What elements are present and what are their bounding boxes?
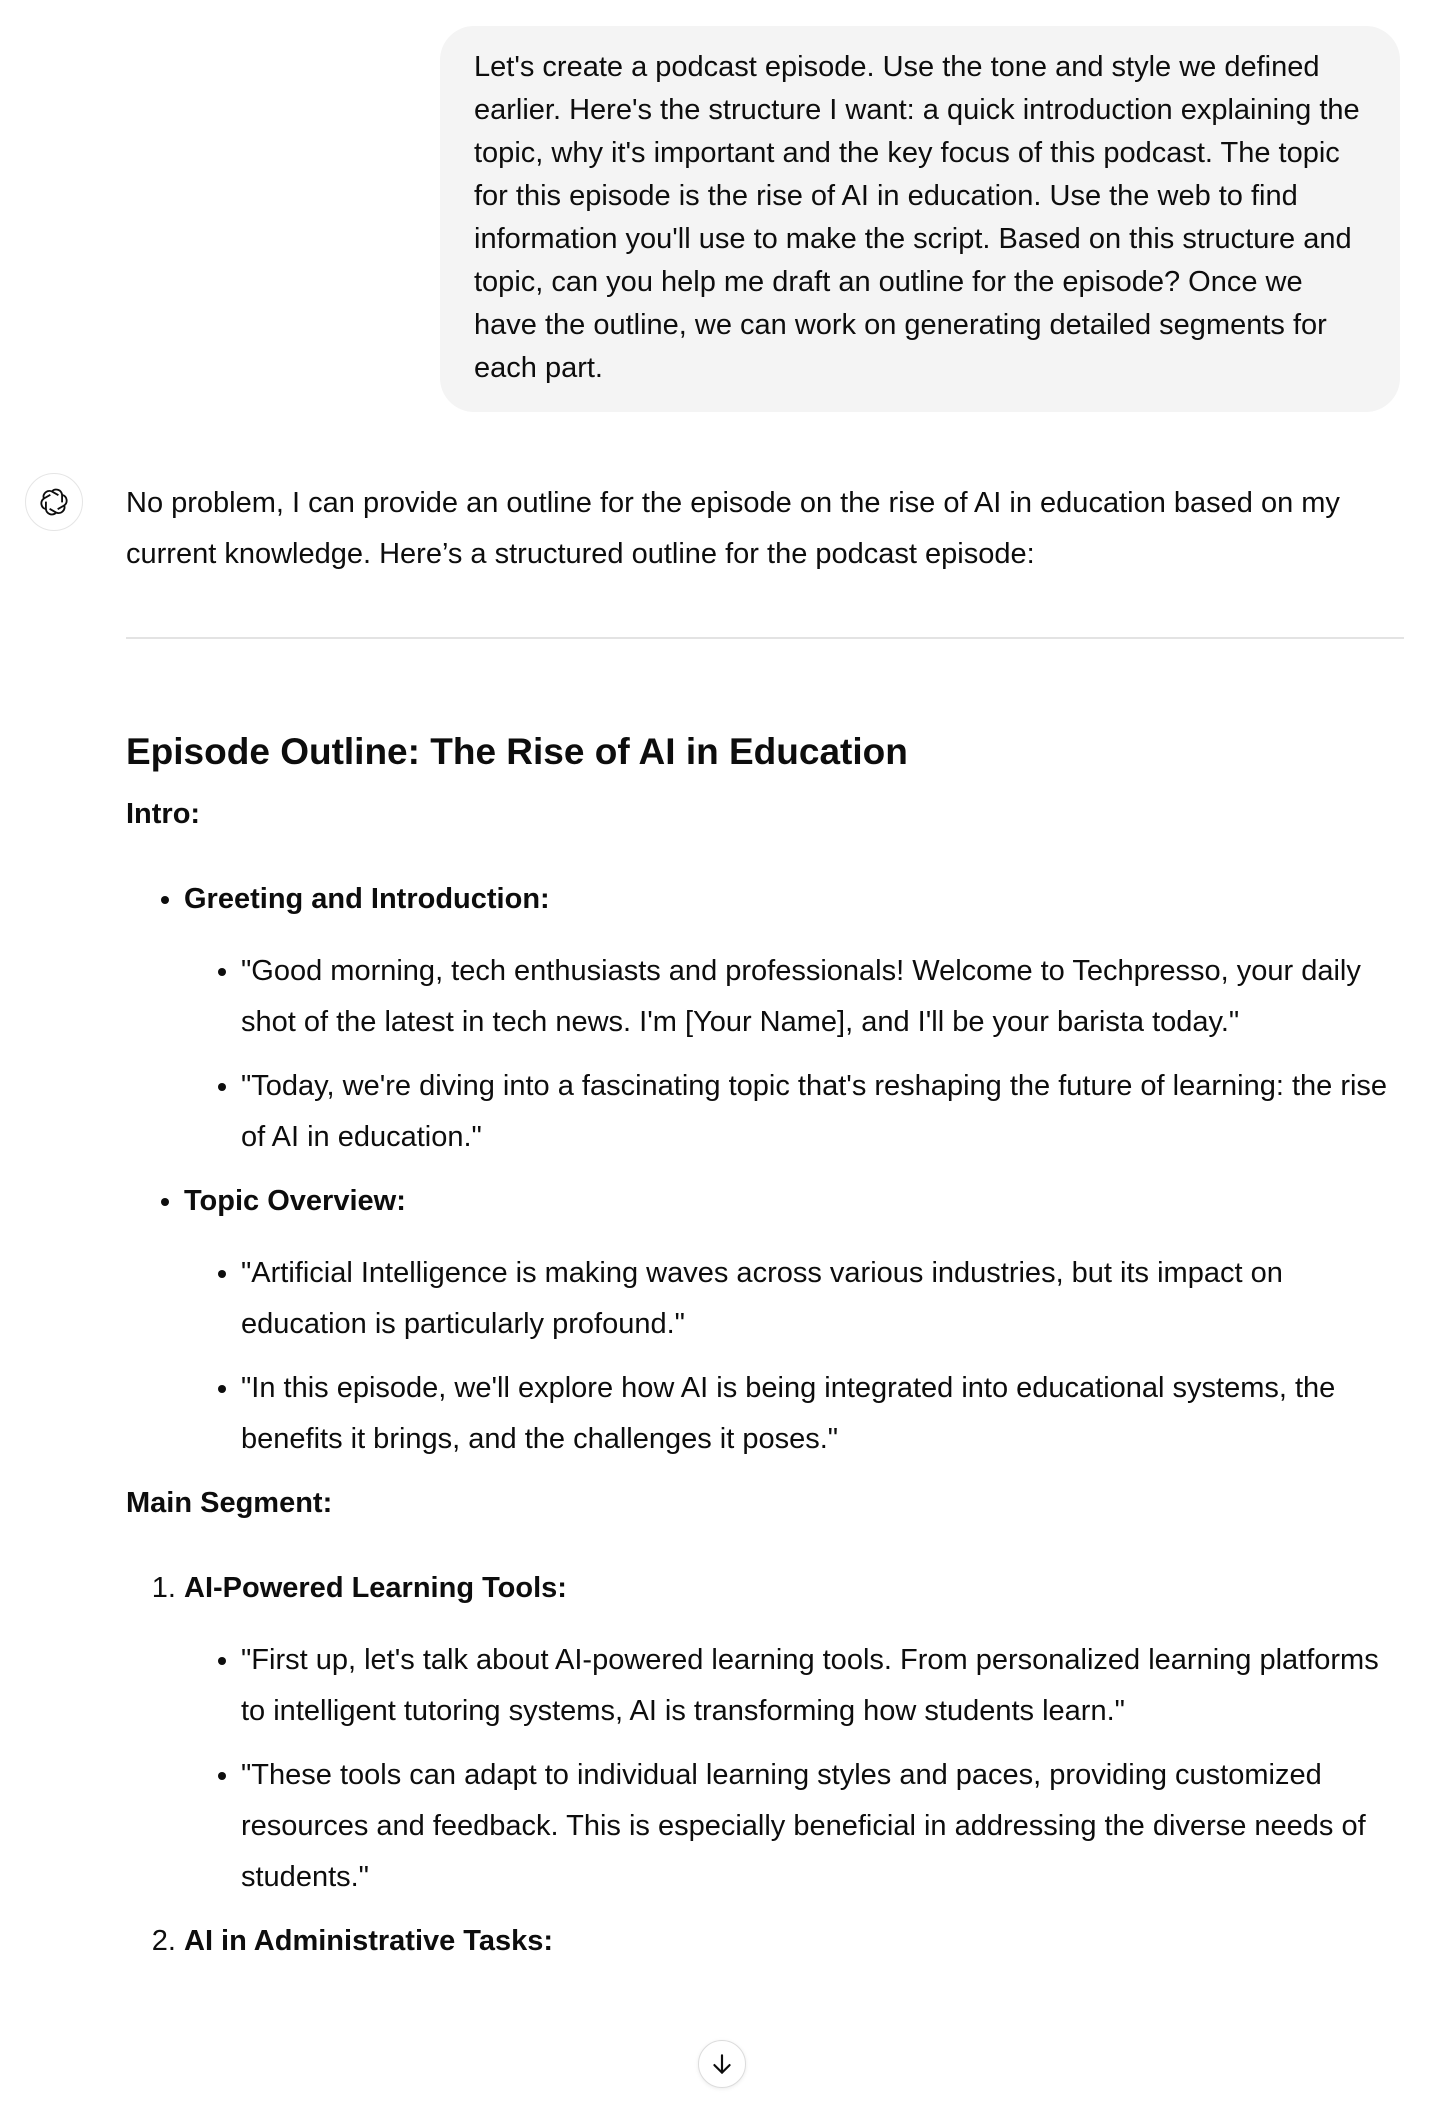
intro-section-label: Intro: xyxy=(126,798,201,830)
list-item xyxy=(184,1916,1404,1967)
list-item-title: • Greeting and Introduction: xyxy=(184,883,550,915)
list-item xyxy=(184,1563,1404,1903)
divider xyxy=(126,637,1404,639)
sub-list xyxy=(184,946,1404,1163)
main-segment-label: Main Segment: xyxy=(126,1487,333,1519)
list-item: • "In this episode, we'll explore how AI is being integrated into educational systems, the benefits it brings, and the challenges it poses." xyxy=(241,1363,1404,1465)
list-item: • "Today, we're diving into a fascinating topic that's reshaping the future of learning: the rise of AI in education." xyxy=(241,1061,1404,1163)
assistant-intro-text: No problem, I can provide an outline for the episode on the rise of AI in education based on my current knowledge. Here’s a structured outline for the podcast episode: xyxy=(126,487,1340,570)
sub-list xyxy=(184,1635,1404,1903)
user-message-text: Let's create a podcast episode. Use the tone and style we defined earlier. Here's the structure I want: a quick introduction explaining the topic, why it's important and the key focus of this podcast. The topic for this episode is the rise of AI in education. Use the web to find information you'll use to make the script. Based on this structure and topic, can you help me draft an outline for the episode? Once we have the outline, we can work on generating detailed segments for each part. xyxy=(474,51,1360,384)
list-item: • "Good morning, tech enthusiasts and professionals! Welcome to Techpresso, your daily shot of the latest in tech news. I'm [Your Name], and I'll be your barista today." xyxy=(241,946,1404,1048)
assistant-message xyxy=(126,478,1404,1967)
list-item: • "These tools can adapt to individual learning styles and paces, providing customized resources and feedback. This is especially beneficial in addressing the diverse needs of students." xyxy=(241,1750,1404,1903)
list-item: • "First up, let's talk about AI-powered learning tools. From personalized learning platforms to intelligent tutoring systems, AI is transforming how students learn." xyxy=(241,1635,1404,1737)
list-item xyxy=(184,874,1404,1163)
list-item-title: 1. AI-Powered Learning Tools: xyxy=(184,1572,567,1604)
sub-list xyxy=(184,1248,1404,1465)
openai-logo-icon xyxy=(37,485,71,519)
scroll-to-bottom-button[interactable] xyxy=(698,2040,746,2088)
main-segment-list xyxy=(126,1563,1404,1967)
list-item-title: 2. AI in Administrative Tasks: xyxy=(184,1925,554,1957)
arrow-down-icon xyxy=(709,2051,735,2077)
intro-list xyxy=(126,874,1404,1465)
user-message-bubble xyxy=(440,26,1400,412)
list-item xyxy=(184,1176,1404,1465)
assistant-avatar xyxy=(25,473,83,531)
list-item-title: • Topic Overview: xyxy=(184,1185,406,1217)
episode-outline-heading: Episode Outline: The Rise of AI in Education xyxy=(126,731,908,772)
list-item: • "Artificial Intelligence is making waves across various industries, but its impact on education is particularly profound." xyxy=(241,1248,1404,1350)
